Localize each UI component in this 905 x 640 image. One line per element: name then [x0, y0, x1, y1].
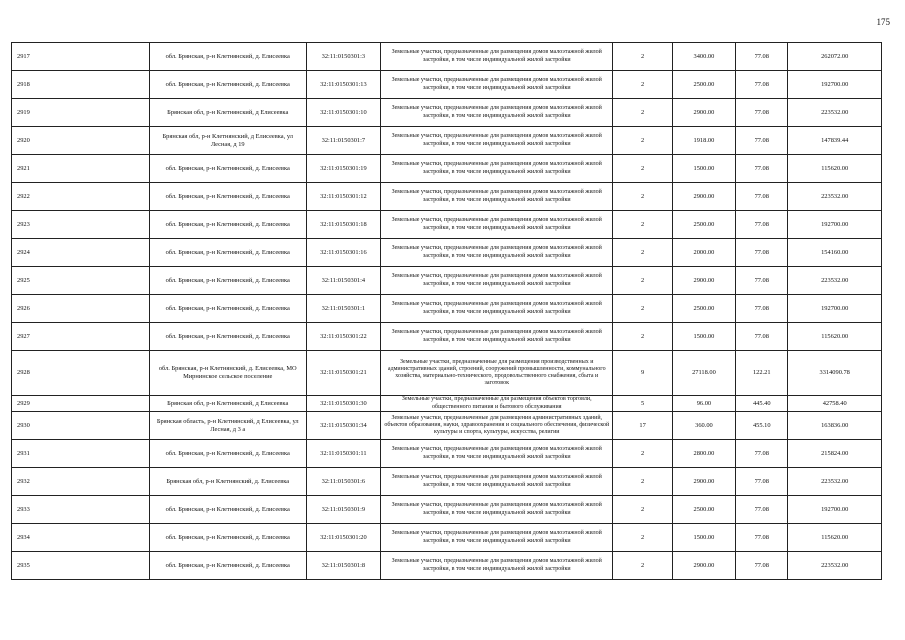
cell-row-number: 2924: [12, 239, 150, 267]
table-row: [12, 440, 882, 468]
cell-cadastral-number: 32:11:0150301:1: [306, 295, 380, 323]
cell-land-purpose: Земельные участки, предназначенные для размещения домов малоэтажной жилой застройки, в том числе индивидуальной жилой застройки: [381, 468, 613, 496]
cell-specific-value: 445.40: [736, 396, 788, 412]
cell-cadastral-number: 32:11:0150301:19: [306, 155, 380, 183]
cell-area: 2500.00: [672, 211, 735, 239]
cell-cadastral-value: 3314090.78: [788, 351, 882, 396]
cell-cadastral-value: 192700.00: [788, 295, 882, 323]
cell-group-number: 2: [613, 496, 672, 524]
cell-row-number: 2921: [12, 155, 150, 183]
cell-row-number: 2922: [12, 183, 150, 211]
table-row: [12, 211, 882, 239]
cell-land-purpose: Земельные участки, предназначенные для размещения домов малоэтажной жилой застройки, в том числе индивидуальной жилой застройки: [381, 99, 613, 127]
cell-row-number: 2923: [12, 211, 150, 239]
cell-cadastral-number: 32:11:0150301:12: [306, 183, 380, 211]
cell-land-purpose: Земельные участки, предназначенные для размещения домов малоэтажной жилой застройки, в том числе индивидуальной жилой застройки: [381, 239, 613, 267]
cell-land-purpose: Земельные участки, предназначенные для размещения объектов торговли, общественного питания и бытового обслуживания: [381, 396, 613, 412]
cell-area: 2000.00: [672, 239, 735, 267]
cell-cadastral-value: 192700.00: [788, 71, 882, 99]
table-row: [12, 155, 882, 183]
cell-row-number: 2930: [12, 412, 150, 440]
cell-specific-value: 77.08: [736, 440, 788, 468]
cell-area: 2900.00: [672, 468, 735, 496]
cell-cadastral-value: 223532.00: [788, 552, 882, 580]
cell-group-number: 2: [613, 239, 672, 267]
cell-address: обл. Брянская, р-н Клетнянский, д. Елисеевка: [149, 267, 306, 295]
cell-cadastral-value: 163836.00: [788, 412, 882, 440]
cell-specific-value: 77.08: [736, 267, 788, 295]
cell-group-number: 2: [613, 524, 672, 552]
table-row: [12, 351, 882, 396]
cell-specific-value: 77.08: [736, 468, 788, 496]
cell-land-purpose: Земельные участки, предназначенные для размещения домов малоэтажной жилой застройки, в том числе индивидуальной жилой застройки: [381, 71, 613, 99]
cell-area: 360.00: [672, 412, 735, 440]
table-row: [12, 412, 882, 440]
cell-cadastral-value: 115620.00: [788, 524, 882, 552]
cell-row-number: 2932: [12, 468, 150, 496]
cell-cadastral-value: 115620.00: [788, 155, 882, 183]
cell-land-purpose: Земельные участки, предназначенные для размещения домов малоэтажной жилой застройки, в том числе индивидуальной жилой застройки: [381, 211, 613, 239]
cell-cadastral-value: 223532.00: [788, 99, 882, 127]
cell-land-purpose: Земельные участки, предназначенные для размещения домов малоэтажной жилой застройки, в том числе индивидуальной жилой застройки: [381, 183, 613, 211]
cell-address: Брянская обл, р-н Клетнянский, д Елисеевка, ул Лесная, д 19: [149, 127, 306, 155]
cell-row-number: 2926: [12, 295, 150, 323]
cell-address: обл. Брянская, р-н Клетнянский, д. Елисеевка: [149, 524, 306, 552]
cell-row-number: 2929: [12, 396, 150, 412]
table-row: [12, 295, 882, 323]
cell-address: обл. Брянская, р-н Клетнянский, д. Елисеевка: [149, 239, 306, 267]
cell-cadastral-number: 32:11:0150301:9: [306, 496, 380, 524]
cell-specific-value: 77.08: [736, 43, 788, 71]
cell-cadastral-number: 32:11:0150301:10: [306, 99, 380, 127]
cell-row-number: 2925: [12, 267, 150, 295]
cell-specific-value: 77.08: [736, 127, 788, 155]
cell-address: обл. Брянская, р-н Клетнянский, д. Елисеевка: [149, 71, 306, 99]
cell-group-number: 2: [613, 155, 672, 183]
cell-row-number: 2935: [12, 552, 150, 580]
table-row: [12, 99, 882, 127]
cell-specific-value: 77.08: [736, 524, 788, 552]
cell-land-purpose: Земельные участки, предназначенные для размещения домов малоэтажной жилой застройки, в том числе индивидуальной жилой застройки: [381, 295, 613, 323]
cell-cadastral-value: 223532.00: [788, 183, 882, 211]
table-row: [12, 267, 882, 295]
cell-address: Брянская обл, р-н Клетнянский, д Елисеевка: [149, 99, 306, 127]
cell-land-purpose: Земельные участки, предназначенные для размещения домов малоэтажной жилой застройки, в том числе индивидуальной жилой застройки: [381, 127, 613, 155]
table-row: [12, 239, 882, 267]
table-row: [12, 524, 882, 552]
cell-row-number: 2933: [12, 496, 150, 524]
table-row: [12, 468, 882, 496]
cadastral-value-table: [11, 42, 882, 580]
cell-area: 1500.00: [672, 155, 735, 183]
cell-group-number: 2: [613, 440, 672, 468]
cell-address: обл. Брянская, р-н Клетнянский, д. Елисеевка: [149, 155, 306, 183]
cell-cadastral-number: 32:11:0150301:13: [306, 71, 380, 99]
cell-cadastral-value: 262072.00: [788, 43, 882, 71]
cell-area: 2900.00: [672, 99, 735, 127]
cell-address: обл. Брянская, р-н Клетнянский, д. Елисеевка: [149, 496, 306, 524]
cell-row-number: 2934: [12, 524, 150, 552]
cell-area: 96.00: [672, 396, 735, 412]
cell-specific-value: 122.21: [736, 351, 788, 396]
cell-group-number: 2: [613, 211, 672, 239]
cell-land-purpose: Земельные участки, предназначенные для размещения домов малоэтажной жилой застройки, в том числе индивидуальной жилой застройки: [381, 43, 613, 71]
cell-cadastral-value: 223532.00: [788, 468, 882, 496]
cell-row-number: 2918: [12, 71, 150, 99]
cell-address: обл. Брянская, р-н Клетнянский, д. Елисеевка: [149, 295, 306, 323]
page-number: 175: [876, 17, 890, 27]
cell-area: 2900.00: [672, 552, 735, 580]
cell-cadastral-number: 32:11:0150301:3: [306, 43, 380, 71]
cell-area: 2800.00: [672, 440, 735, 468]
cell-address: Брянская область, р-н Клетнянский, д Елисеевка, ул Лесная, д 3 а: [149, 412, 306, 440]
cell-area: 1500.00: [672, 524, 735, 552]
cell-specific-value: 77.08: [736, 496, 788, 524]
table-row: [12, 71, 882, 99]
cell-cadastral-value: 154160.00: [788, 239, 882, 267]
cell-cadastral-number: 32:11:0150301:4: [306, 267, 380, 295]
cell-group-number: 17: [613, 412, 672, 440]
cell-row-number: 2931: [12, 440, 150, 468]
cell-address: обл. Брянская, р-н Клетнянский, д. Елисеевка: [149, 43, 306, 71]
cell-cadastral-value: 42758.40: [788, 396, 882, 412]
cell-cadastral-number: 32:11:0150301:22: [306, 323, 380, 351]
cell-group-number: 2: [613, 323, 672, 351]
cell-group-number: 2: [613, 468, 672, 496]
cell-land-purpose: Земельные участки, предназначенные для размещения домов малоэтажной жилой застройки, в том числе индивидуальной жилой застройки: [381, 323, 613, 351]
cell-cadastral-value: 192700.00: [788, 496, 882, 524]
cell-address: Брянская обл, р-н Клетнянский, д Елисеевка: [149, 396, 306, 412]
table-row: [12, 396, 882, 412]
cell-area: 2500.00: [672, 295, 735, 323]
cell-group-number: 2: [613, 552, 672, 580]
cell-specific-value: 77.08: [736, 323, 788, 351]
cell-cadastral-number: 32:11:0150301:21: [306, 351, 380, 396]
cell-area: 2500.00: [672, 71, 735, 99]
cell-cadastral-value: 115620.00: [788, 323, 882, 351]
cell-specific-value: 77.08: [736, 155, 788, 183]
cell-address: обл. Брянская, р-н Клетнянский, д. Елисеевка: [149, 211, 306, 239]
cell-address: Брянская обл, р-н Клетнянский, д. Елисеевка: [149, 468, 306, 496]
cell-cadastral-number: 32:11:0150301:16: [306, 239, 380, 267]
cell-cadastral-number: 32:11:0150301:7: [306, 127, 380, 155]
cell-cadastral-number: 32:11:0150301:18: [306, 211, 380, 239]
cell-cadastral-number: 32:11:0150301:34: [306, 412, 380, 440]
cell-cadastral-number: 32:11:0150301:20: [306, 524, 380, 552]
table-row: [12, 552, 882, 580]
cell-specific-value: 77.08: [736, 71, 788, 99]
table-row: [12, 127, 882, 155]
cell-row-number: 2917: [12, 43, 150, 71]
cell-land-purpose: Земельные участки, предназначенные для размещения домов малоэтажной жилой застройки, в том числе индивидуальной жилой застройки: [381, 496, 613, 524]
table-body: [12, 43, 882, 580]
cell-area: 27118.00: [672, 351, 735, 396]
cell-cadastral-number: 32:11:0150301:11: [306, 440, 380, 468]
cell-cadastral-value: 192700.00: [788, 211, 882, 239]
cell-land-purpose: Земельные участки, предназначенные для размещения домов малоэтажной жилой застройки, в том числе индивидуальной жилой застройки: [381, 440, 613, 468]
cell-group-number: 2: [613, 99, 672, 127]
cell-area: 2900.00: [672, 183, 735, 211]
cell-group-number: 2: [613, 295, 672, 323]
cell-area: 3400.00: [672, 43, 735, 71]
cell-cadastral-number: 32:11:0150301:8: [306, 552, 380, 580]
cell-row-number: 2919: [12, 99, 150, 127]
cell-area: 2900.00: [672, 267, 735, 295]
cell-land-purpose: Земельные участки, предназначенные для размещения домов малоэтажной жилой застройки, в том числе индивидуальной жилой застройки: [381, 524, 613, 552]
cell-cadastral-value: 223532.00: [788, 267, 882, 295]
cell-group-number: 2: [613, 183, 672, 211]
cell-group-number: 2: [613, 127, 672, 155]
cell-specific-value: 77.08: [736, 552, 788, 580]
cell-specific-value: 455.10: [736, 412, 788, 440]
cell-group-number: 9: [613, 351, 672, 396]
cell-address: обл. Брянская, р-н Клетнянский, д. Елисеевка: [149, 323, 306, 351]
cell-group-number: 2: [613, 43, 672, 71]
cell-address: обл. Брянская, р-н Клетнянский, д. Елисеевка, МО Мирнинское сельское поселение: [149, 351, 306, 396]
cell-address: обл. Брянская, р-н Клетнянский, д. Елисеевка: [149, 552, 306, 580]
cell-group-number: 2: [613, 71, 672, 99]
cell-cadastral-number: 32:11:0150301:6: [306, 468, 380, 496]
cell-row-number: 2928: [12, 351, 150, 396]
cell-specific-value: 77.08: [736, 295, 788, 323]
cell-cadastral-value: 215824.00: [788, 440, 882, 468]
cell-land-purpose: Земельные участки, предназначенные для размещения производственных и административных зданий, строений, сооружений промышленности, коммунального хозяйства, материально-технического, продовольственного снабжения, сбыта и заготовок: [381, 351, 613, 396]
cell-group-number: 5: [613, 396, 672, 412]
cell-land-purpose: Земельные участки, предназначенные для размещения домов малоэтажной жилой застройки, в том числе индивидуальной жилой застройки: [381, 552, 613, 580]
cell-row-number: 2920: [12, 127, 150, 155]
cell-specific-value: 77.08: [736, 99, 788, 127]
cell-address: обл. Брянская, р-н Клетнянский, д. Елисеевка: [149, 440, 306, 468]
table-row: [12, 183, 882, 211]
cell-area: 1918.00: [672, 127, 735, 155]
cell-area: 1500.00: [672, 323, 735, 351]
cell-specific-value: 77.08: [736, 239, 788, 267]
cell-land-purpose: Земельные участки, предназначенные для размещения административных зданий, объектов образования, науки, здравоохранения и социального обеспечения, физической культуры и спорта, культуры, искусства, религии: [381, 412, 613, 440]
table-row: [12, 496, 882, 524]
cell-land-purpose: Земельные участки, предназначенные для размещения домов малоэтажной жилой застройки, в том числе индивидуальной жилой застройки: [381, 267, 613, 295]
cell-specific-value: 77.08: [736, 183, 788, 211]
cell-area: 2500.00: [672, 496, 735, 524]
table-row: [12, 323, 882, 351]
cell-row-number: 2927: [12, 323, 150, 351]
cell-land-purpose: Земельные участки, предназначенные для размещения домов малоэтажной жилой застройки, в том числе индивидуальной жилой застройки: [381, 155, 613, 183]
cell-cadastral-value: 147839.44: [788, 127, 882, 155]
cell-group-number: 2: [613, 267, 672, 295]
table-row: [12, 43, 882, 71]
cell-cadastral-number: 32:11:0150301:30: [306, 396, 380, 412]
cell-address: обл. Брянская, р-н Клетнянский, д. Елисеевка: [149, 183, 306, 211]
cell-specific-value: 77.08: [736, 211, 788, 239]
